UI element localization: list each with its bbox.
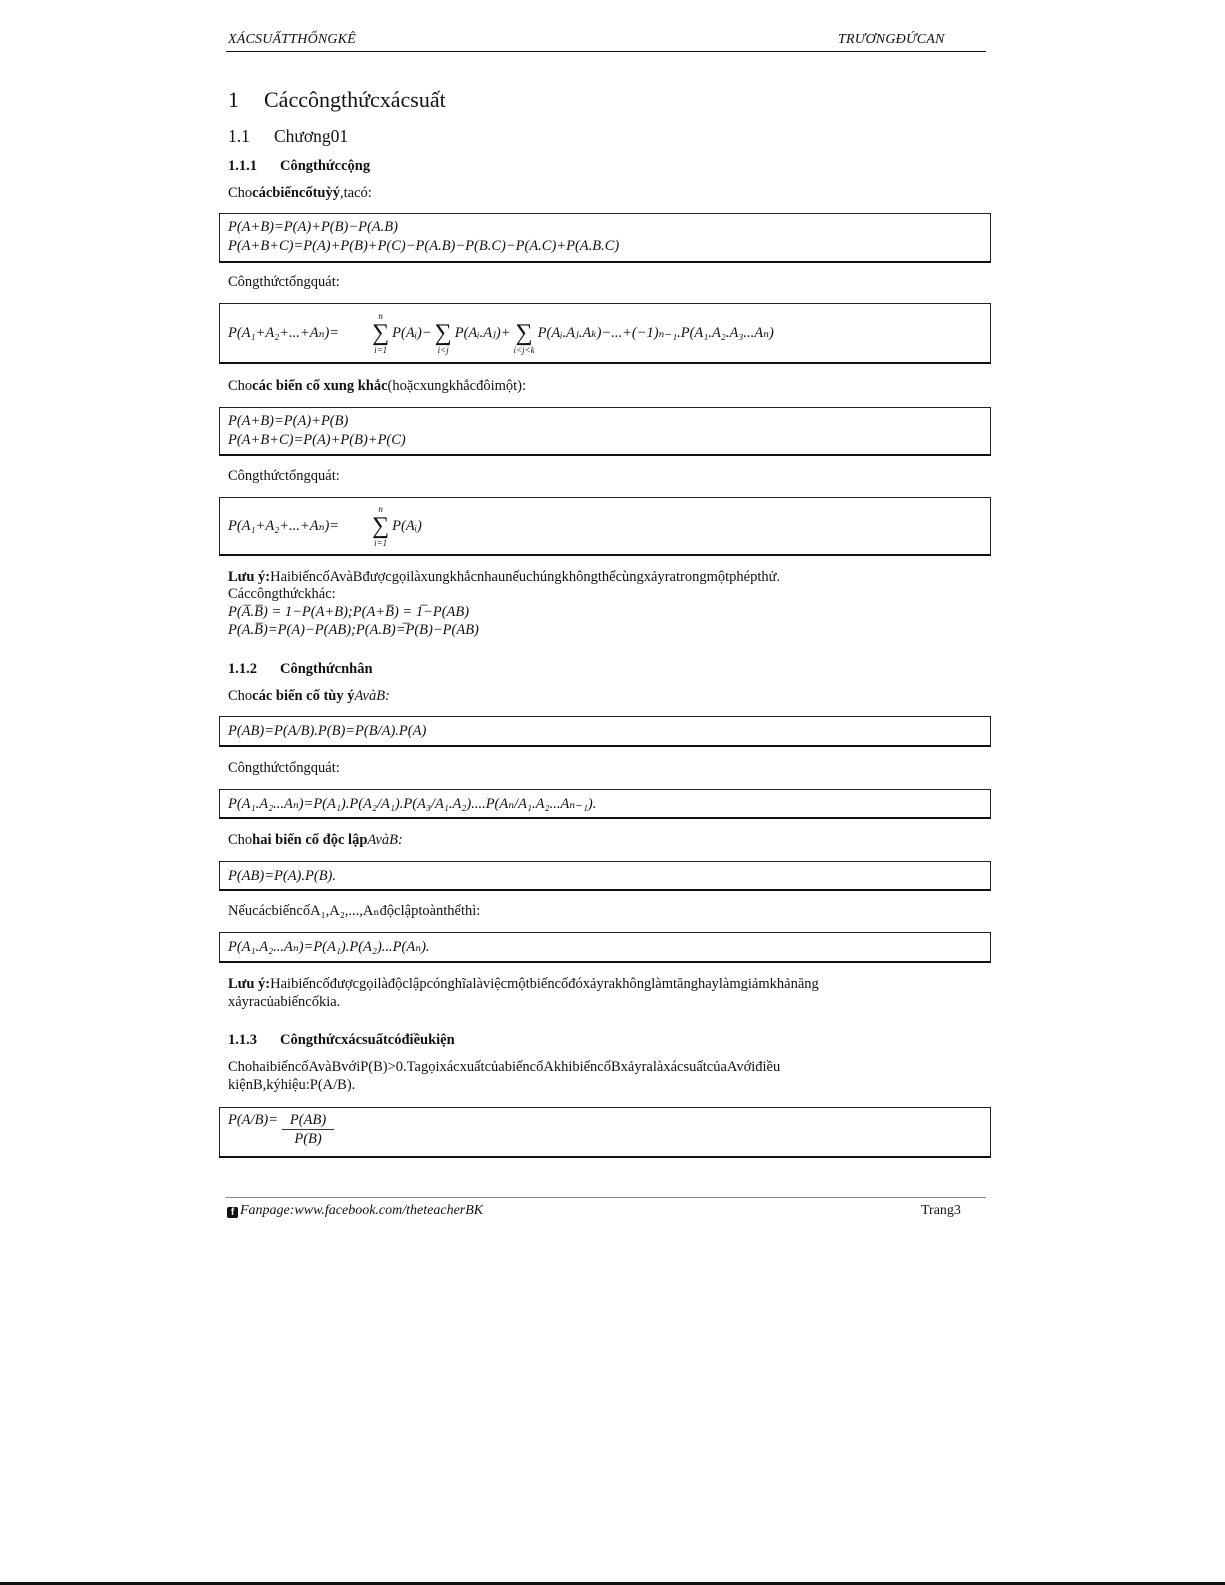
formula-box — [219, 213, 991, 263]
heading-title: Côngthứccộng — [280, 158, 371, 174]
summation — [372, 311, 389, 355]
formula-box — [219, 789, 991, 819]
formula: P(A+B+C)=P(A)+P(B)+P(C)−P(A.B)−P(B.C)−P(A.C)+P(A.B.C) — [228, 238, 620, 254]
subsubsection-heading-1-1-2 — [228, 661, 373, 677]
facebook-icon: f — [227, 1207, 238, 1218]
fraction-bar — [282, 1129, 334, 1130]
formula-lhs: P(A₁+A₂+...+Aₙ)= — [228, 325, 340, 341]
paragraph — [228, 688, 390, 704]
footer-link[interactable] — [227, 1203, 483, 1219]
formula-box — [219, 716, 991, 747]
heading-number: 1.1.1 — [228, 158, 257, 174]
heading-number: 1.1.3 — [228, 1032, 257, 1048]
section-number: 1 — [228, 87, 239, 112]
sum-upper-limit: n — [378, 504, 383, 514]
sum-lower-limit: i<j — [437, 345, 449, 355]
paragraph: Côngthứctổngquát: — [228, 468, 340, 484]
text: Cho — [228, 688, 253, 704]
formula: P(A+B)=P(A)+P(B)−P(A.B) — [228, 219, 398, 235]
formula: P(A.B̅)=P(A)−P(AB);P(A.B)=̅P(B)−P(AB) — [228, 622, 479, 638]
formula: P(A+B+C)=P(A)+P(B)+P(C) — [228, 432, 406, 448]
sigma-symbol: ∑ — [372, 320, 390, 346]
paragraph: Cáccôngthứckhác: — [228, 586, 336, 602]
summation — [435, 311, 452, 355]
formula-row — [228, 498, 422, 554]
paragraph — [228, 832, 403, 848]
sum-lower-limit: i=1 — [374, 538, 388, 548]
formula-row — [228, 304, 774, 362]
paragraph: Côngthứctổngquát: — [228, 760, 340, 776]
subsubsection-heading-1-1-3 — [228, 1032, 455, 1048]
paragraph: Côngthứctổngquát: — [228, 274, 340, 290]
paragraph — [228, 185, 372, 201]
fraction — [282, 1112, 334, 1147]
sigma-symbol: ∑ — [434, 320, 452, 346]
page-number: Trang3 — [921, 1203, 961, 1218]
formula-box — [219, 497, 991, 556]
formula-term: P(Aᵢ.Aⱼ)+ — [454, 325, 511, 341]
bold-text: cácbiếncốtuỳý — [252, 185, 340, 201]
paragraph: NếucácbiếncốA₁,A₂,...,Aₙđộclậptoànthểthì: — [228, 903, 481, 919]
subsubsection-heading-1-1-1 — [228, 158, 370, 174]
bold-text: các biến cố xung khắc — [252, 378, 388, 394]
note-label: Lưu ý: — [228, 569, 271, 585]
formula: P(A̅.B̅) = 1−P(A+B);P(A+B̅) = 1̅−P(AB) — [228, 604, 470, 620]
note-text: xảyracủabiếncốkia. — [228, 994, 341, 1010]
section-heading — [228, 87, 446, 113]
formula-box — [219, 861, 991, 891]
formula-box — [219, 932, 991, 963]
subsection-number: 1.1 — [228, 126, 250, 146]
formula-row — [228, 1112, 334, 1156]
numerator: P(AB) — [289, 1112, 327, 1128]
text: Cho — [228, 185, 253, 201]
sum-upper-limit: n — [378, 311, 383, 321]
heading-number: 1.1.2 — [228, 661, 257, 677]
formula-term: P(Aᵢ)− — [392, 325, 432, 341]
summation — [372, 504, 389, 548]
formula: P(AB)=P(A/B).P(B)=P(B/A).P(A) — [228, 723, 427, 739]
note — [228, 569, 780, 585]
formula: P(A+B)=P(A)+P(B) — [228, 413, 349, 429]
fanpage-link[interactable]: Fanpage:www.facebook.com/theteacherBK — [240, 1203, 484, 1218]
formula-lhs: P(A₁+A₂+...+Aₙ)= — [228, 518, 340, 534]
text: (hoặcxungkhắcđôimột): — [387, 378, 527, 394]
sigma-symbol: ∑ — [515, 320, 533, 346]
heading-title: Côngthứcnhân — [280, 661, 373, 677]
text: AvàB: — [367, 832, 403, 848]
formula-box — [219, 303, 991, 364]
text: AvàB: — [354, 688, 390, 704]
formula-box — [219, 407, 991, 456]
text: Cho — [228, 832, 253, 848]
sigma-symbol: ∑ — [372, 513, 390, 539]
subsection-title: Chương01 — [274, 126, 349, 146]
bold-text: các biến cố tùy ý — [252, 688, 355, 704]
note-label: Lưu ý: — [228, 976, 271, 992]
denominator: P(B) — [294, 1131, 322, 1147]
running-header-right: TRƯƠNGĐỨCAN — [838, 32, 945, 47]
bold-text: hai biến cố độc lập — [252, 832, 368, 848]
summation — [514, 311, 535, 355]
heading-title: Côngthứcxácsuấtcóđiềukiện — [280, 1032, 455, 1048]
paragraph: ChohaibiếncốAvàBvớiP(B)>0.TagọixácxuấtcủabiếncốAkhibiếncốBxảyralàxácsuấtcủaAvớiđiều — [228, 1059, 781, 1075]
formula-box — [219, 1107, 991, 1158]
note-text: HaibiếncốAvàBđượcgọilàxungkhắcnhaunếuchúngkhôngthểcùngxảyratrongmộtphépthử. — [270, 569, 781, 585]
sum-lower-limit: i<j<k — [513, 345, 535, 355]
subsection-heading — [228, 126, 348, 146]
text: ,tacó: — [339, 185, 372, 201]
formula: P(A₁.A₂...Aₙ)=P(A₁).P(A₂)...P(Aₙ). — [228, 939, 430, 955]
text: Cho — [228, 378, 253, 394]
section-title: Cáccôngthứcxácsuất — [264, 87, 446, 112]
note — [228, 976, 819, 992]
footer-rule — [226, 1197, 986, 1198]
sum-lower-limit: i=1 — [374, 345, 388, 355]
formula: P(AB)=P(A).P(B). — [228, 868, 337, 884]
formula-term: P(Aᵢ) — [392, 518, 422, 534]
paragraph: kiệnB,kýhiệu:P(A/B). — [228, 1077, 356, 1093]
header-rule — [226, 51, 986, 52]
note-text: Haibiếncốđượcgọilàđộclậpcónghĩalàviệcmộtbiếncốđóxảyrakhônglàmtănghaylàmgiảmkhảnăng — [270, 976, 819, 992]
formula-term: P(Aᵢ.Aⱼ.Aₖ)−...+(−1)ₙ₋₁.P(A₁.A₂.A₃...Aₙ) — [537, 325, 774, 341]
formula-lhs: P(A/B)= — [228, 1112, 279, 1128]
running-header-left: XÁCSUẤTTHỐNGKÊ — [228, 32, 357, 47]
paragraph — [228, 378, 526, 394]
formula: P(A₁.A₂...Aₙ)=P(A₁).P(A₂/A₁).P(A₃/A₁.A₂)....P(Aₙ/A₁.A₂...Aₙ₋₁). — [228, 796, 597, 812]
